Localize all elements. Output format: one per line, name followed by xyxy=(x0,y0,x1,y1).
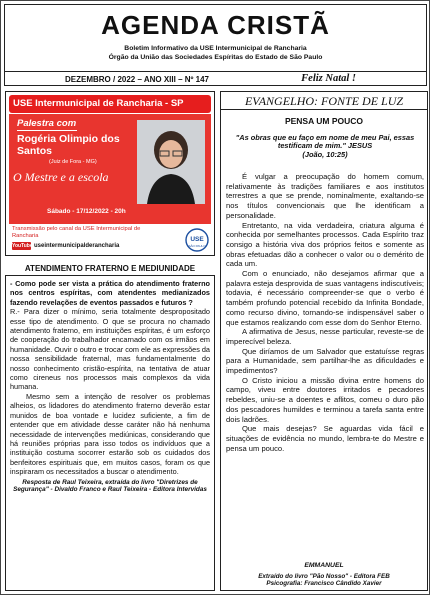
article-body xyxy=(226,172,424,453)
youtube-url: useintermunicipalderancharia xyxy=(34,243,120,249)
use-logo-icon xyxy=(185,228,209,252)
newsletter-subtitle: Boletim Informativo da USE Intermunicipal de Rancharia xyxy=(124,45,307,52)
youtube-icon: YouTube xyxy=(12,243,33,249)
speaker-name: Rogéria Olimpio dos Santos xyxy=(17,133,120,157)
palestra-underline xyxy=(17,130,77,131)
paragraph: A afirmativa de Jesus, nesse particular, reveste-se de imperecível beleza. xyxy=(226,327,424,346)
palestra-label: Palestra com xyxy=(17,118,77,129)
article-credit: Resposta de Raul Teixeira, extraída do livro "Diretrizes de Segurança" - Divaldo Franco e Raul Teixeira - Editora Intervidas xyxy=(13,478,207,494)
newsletter-title: AGENDA CRISTÃ xyxy=(101,10,330,40)
edition-info: DEZEMBRO / 2022 – ANO XIII – Nº 147 xyxy=(65,75,210,84)
source-psychography: Psicografia: Francisco Cândido Xavier xyxy=(266,580,382,588)
use-logo-text: USE xyxy=(190,236,204,243)
article-answer-1: R.- Para dizer o mínimo, seria totalmente despropositado esse tipo de atendimento. O que se procura no chamado atendimento fraterno, em instituições espíritas, é um esforço de cooperação do trabalhador encarnado com os irmãos em humanidade. Ouvir o outro e trocar com ele as expressões da nossa sensibilidade fraternal, mas fundamentalmente do nosso conhecimento cristão-espírita, na tentativa de atuar como cireneus nos processos mais complexos da vida humana. xyxy=(10,307,210,392)
left-section-title: ATENDIMENTO FRATERNO E MEDIUNIDADE xyxy=(24,264,196,273)
source-book: Extraído do livro "Pão Nosso" - Editora FEB xyxy=(258,573,390,580)
speaker-origin: (Juiz de Fora - MG) xyxy=(49,159,97,165)
newsletter-organization: Órgão da União das Sociedades Espíritas do Estado de São Paulo xyxy=(108,54,323,61)
article-title: PENSA UM POUCO xyxy=(284,116,364,126)
edition-bar xyxy=(5,71,426,87)
talk-title: O Mestre e a escola xyxy=(13,170,109,184)
article-question: - Como pode ser vista a prática do atendimento fraterno nos centros espíritas, com atendentes medianizados fazendo revelações de eventos passados e futuros ? xyxy=(10,279,210,307)
paragraph: Com o enunciado, não desejamos afirmar que a palavra esteja desprovida de suas vantagens indiscutíveis; todavia, é necessário compreender-se que o verbo é também profundo potencial recebido da Infinita Bondade, como recurso divino, tornando-se indispensável saber o que estamos realizando com esse dom do Senhor Eterno. xyxy=(226,269,424,327)
article-signature: EMMANUEL xyxy=(304,562,344,569)
quote-text: "As obras que eu faço em nome de meu Pai, essas testificam de mim." JESUS xyxy=(235,133,415,151)
scripture-quote xyxy=(235,134,415,159)
paragraph: O Cristo iniciou a missão divina entre homens do campo, viveu entre doutores irritados e pecadores rebeldes, uniu-se a doentes e aflitos, comeu o duro pão dos pescadores humildes e terminou a tarefa santa entre dois ladrões. xyxy=(226,375,424,424)
article-answer-2: Mesmo sem a intenção de resolver os problemas alheios, os lidadores do atendimento fraterno deverão estar munidos de boa vontade e lucidez suficiente, a fim de entender que em atividade desse caráter não há nenhuma necessidade de intervenções mediúnicas, considerando que há reuniões próprias para isso todos os indivíduos que a instituição costuma socorrer estarão sob os cuidados dos benfeitores espirituais que, em muitos casos, foram os que inspiraram os necessitados a buscar o atendimento. xyxy=(10,391,210,477)
paragraph: Entretanto, na vida verdadeira, criatura alguma é conhecida por semelhantes processos. Cada Espírito traz consigo a história viva dos próprios feitos e somente as obras efetuadas dão a conhecer o valor ou o demérito de cada um. xyxy=(226,220,424,269)
quote-reference: (João, 10:25) xyxy=(302,149,348,159)
youtube-channel xyxy=(12,242,119,250)
christmas-greeting: Feliz Natal ! xyxy=(301,73,356,84)
right-article xyxy=(220,91,428,591)
paragraph: É vulgar a preocupação do homem comum, relativamente às tradições familiares e aos institutos terrestres a que se prende, nominalmente, exaltando-se nos títulos convencionais que lhe identificam a personalidade. xyxy=(226,172,424,220)
masthead xyxy=(4,4,427,86)
banner-header: USE Intermunicipal de Rancharia - SP xyxy=(9,95,211,113)
article-source xyxy=(221,573,427,588)
lecture-date: Sábado - 17/12/2022 - 20h xyxy=(47,208,126,215)
lecture-banner xyxy=(5,91,215,256)
paragraph: Que diríamos de um Salvador que estatuísse regras para a Humanidade, sem partilhar-lhe as dificuldades e impedimentos? xyxy=(226,346,424,376)
right-section-title: EVANGELHO: FONTE DE LUZ xyxy=(221,92,427,110)
transmission-info: Transmissão pelo canal da USE Intermunicipal de Rancharia xyxy=(12,226,141,239)
paragraph: Que mais desejas? Se aguardas vida fácil e situações de evidência no mundo, lembra-te do Mestre e pensa um pouco. xyxy=(226,424,424,453)
banner-red-panel xyxy=(9,114,211,224)
use-logo-sub: SÃO PAULO xyxy=(188,244,206,248)
speaker-photo xyxy=(137,120,205,204)
left-article xyxy=(5,275,215,591)
